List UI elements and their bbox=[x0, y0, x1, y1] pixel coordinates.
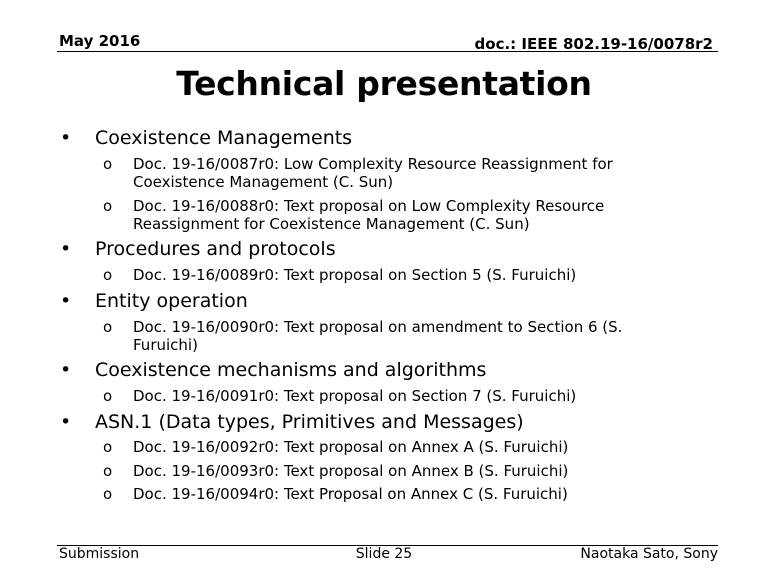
footer-author: Naotaka Sato, Sony bbox=[580, 546, 718, 562]
header-divider bbox=[57, 51, 718, 52]
bullet-heading: ASN.1 (Data types, Primitives and Messages) bbox=[95, 411, 524, 433]
bullet-heading: Coexistence Managements bbox=[95, 127, 353, 149]
sub-marker: o bbox=[103, 485, 113, 503]
footer-submission: Submission bbox=[59, 546, 140, 562]
sub-marker: o bbox=[103, 266, 113, 284]
sub-text: Doc. 19-16/0092r0: Text proposal on Annex A (S. Furuichi) bbox=[133, 438, 569, 456]
sub-text: Doc. 19-16/0094r0: Text Proposal on Annex C (S. Furuichi) bbox=[133, 485, 568, 503]
sub-text: Doc. 19-16/0091r0: Text proposal on Section 7 (S. Furuichi) bbox=[133, 387, 577, 405]
sub-text: Doc. 19-16/0093r0: Text proposal on Annex B (S. Furuichi) bbox=[133, 462, 569, 480]
bullet-marker: • bbox=[60, 359, 72, 381]
header-doc-id: doc.: IEEE 802.19-16/0078r2 bbox=[474, 35, 713, 53]
sub-marker: o bbox=[103, 318, 113, 336]
bullet-heading: Procedures and protocols bbox=[95, 238, 336, 260]
sub-marker: o bbox=[103, 197, 113, 215]
sub-text: Doc. 19-16/0089r0: Text proposal on Section 5 (S. Furuichi) bbox=[133, 266, 577, 284]
sub-text: Doc. 19-16/0090r0: Text proposal on amendment to Section 6 (S. Furuichi) bbox=[133, 318, 623, 354]
bullet-marker: • bbox=[60, 127, 72, 149]
header-date: May 2016 bbox=[59, 32, 141, 50]
bullet-marker: • bbox=[60, 290, 72, 312]
bullet-heading: Entity operation bbox=[95, 290, 248, 312]
sub-marker: o bbox=[103, 155, 113, 173]
sub-text: Doc. 19-16/0088r0: Text proposal on Low Complexity Resource Reassignment for Coexistence Management (C. Sun) bbox=[133, 197, 605, 233]
footer-slide-number: Slide 25 bbox=[355, 546, 413, 562]
sub-marker: o bbox=[103, 462, 113, 480]
sub-marker: o bbox=[103, 438, 113, 456]
bullet-marker: • bbox=[60, 238, 72, 260]
sub-text: Doc. 19-16/0087r0: Low Complexity Resource Reassignment for Coexistence Management (C. Sun) bbox=[133, 155, 613, 191]
bullet-heading: Coexistence mechanisms and algorithms bbox=[95, 359, 487, 381]
bullet-marker: • bbox=[60, 411, 72, 433]
slide-title: Technical presentation bbox=[176, 64, 592, 103]
sub-marker: o bbox=[103, 387, 113, 405]
